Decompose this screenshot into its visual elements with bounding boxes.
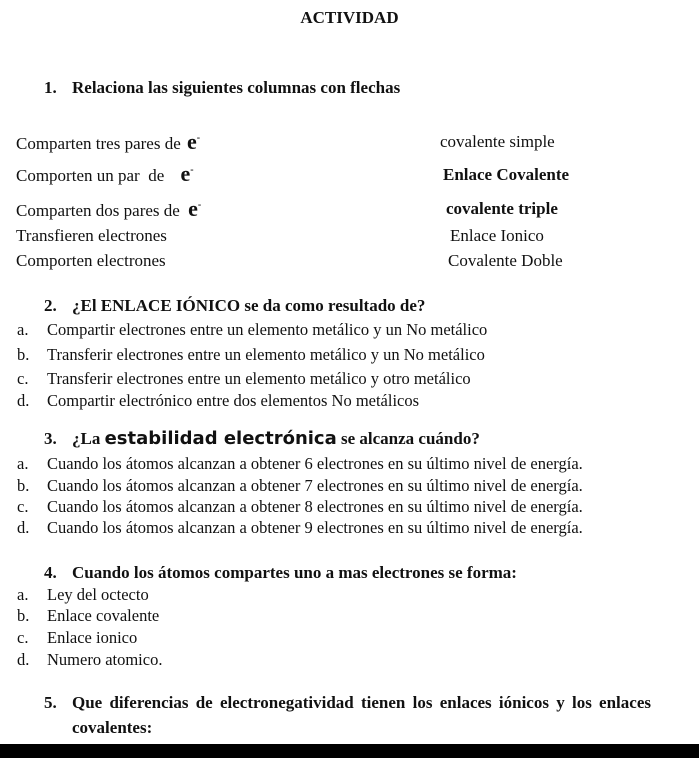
question-2-option: d. Compartir electrónico entre dos elementos No metálicos [17, 391, 420, 410]
question-3-heading: 3. ¿La estabilidad electrónica se alcanza cuándo? [44, 428, 480, 449]
question-4-option: a. Ley del octecto [17, 585, 149, 604]
match-left-text: Comparten dos pares de [16, 201, 180, 220]
question-3-option: c. Cuando los átomos alcanzan a obtener 8 electrones en su último nivel de energía. [17, 497, 583, 516]
question-2-heading [44, 296, 425, 316]
bottom-black-bar [0, 744, 699, 758]
electron-symbol: e- [188, 196, 202, 221]
question-2-text: ¿El ENLACE IÓNICO se da como resultado de? [72, 296, 426, 315]
match-left-item: Comporten electrones [16, 251, 166, 270]
question-1-text: Relaciona las siguientes columnas con flechas [72, 78, 401, 97]
question-5-heading [44, 693, 699, 713]
question-2-number: 2. [44, 296, 57, 315]
match-left-text: Comporten un par de [16, 166, 165, 185]
question-3-number: 3. [44, 429, 57, 448]
question-2-option: b. Transferir electrones entre un elemento metálico y un No metálico [17, 345, 485, 364]
match-right-item: covalente simple [440, 132, 555, 151]
match-left-item [16, 161, 194, 187]
match-right-item: Enlace Covalente [443, 165, 570, 184]
electron-symbol: e- [187, 129, 201, 154]
question-4-number: 4. [44, 563, 57, 582]
match-right-item: covalente triple [446, 199, 558, 218]
question-3-option: a. Cuando los átomos alcanzan a obtener 6 electrones en su último nivel de energía. [17, 454, 583, 473]
electron-symbol: e- [180, 161, 194, 186]
match-left-item [16, 196, 201, 222]
question-4-option: c. Enlace ionico [17, 628, 138, 647]
question-1-number: 1. [44, 78, 57, 97]
question-4-text: Cuando los átomos compartes uno a mas electrones se forma: [72, 563, 517, 582]
question-2-option: c. Transferir electrones entre un elemento metálico y otro metálico [17, 369, 471, 388]
question-5-text: Que diferencias de electronegatividad tienen los enlaces iónicos y los enlaces [72, 693, 651, 712]
match-left-item [16, 129, 200, 155]
question-4-heading [44, 563, 517, 583]
question-5-continuation: covalentes: [72, 718, 153, 737]
question-2-option: a. Compartir electrones entre un elemento metálico y un No metálico [17, 320, 488, 339]
question-3-emphasis: estabilidad electrónica [104, 428, 337, 449]
question-3-option: b. Cuando los átomos alcanzan a obtener 7 electrones en su último nivel de energía. [17, 476, 583, 495]
match-left-item: Transfieren electrones [16, 226, 167, 245]
match-right-item: Enlace Ionico [450, 226, 544, 245]
match-right-item: Covalente Doble [448, 251, 563, 270]
question-4-option: d. Numero atomico. [17, 650, 163, 669]
question-3-option: d. Cuando los átomos alcanzan a obtener 9 electrones en su último nivel de energía. [17, 518, 583, 537]
page-title: ACTIVIDAD [300, 8, 399, 27]
question-5-number: 5. [44, 693, 57, 712]
question-4-option: b. Enlace covalente [17, 606, 160, 625]
match-left-text: Comparten tres pares de [16, 134, 181, 153]
question-1-heading [44, 78, 400, 98]
